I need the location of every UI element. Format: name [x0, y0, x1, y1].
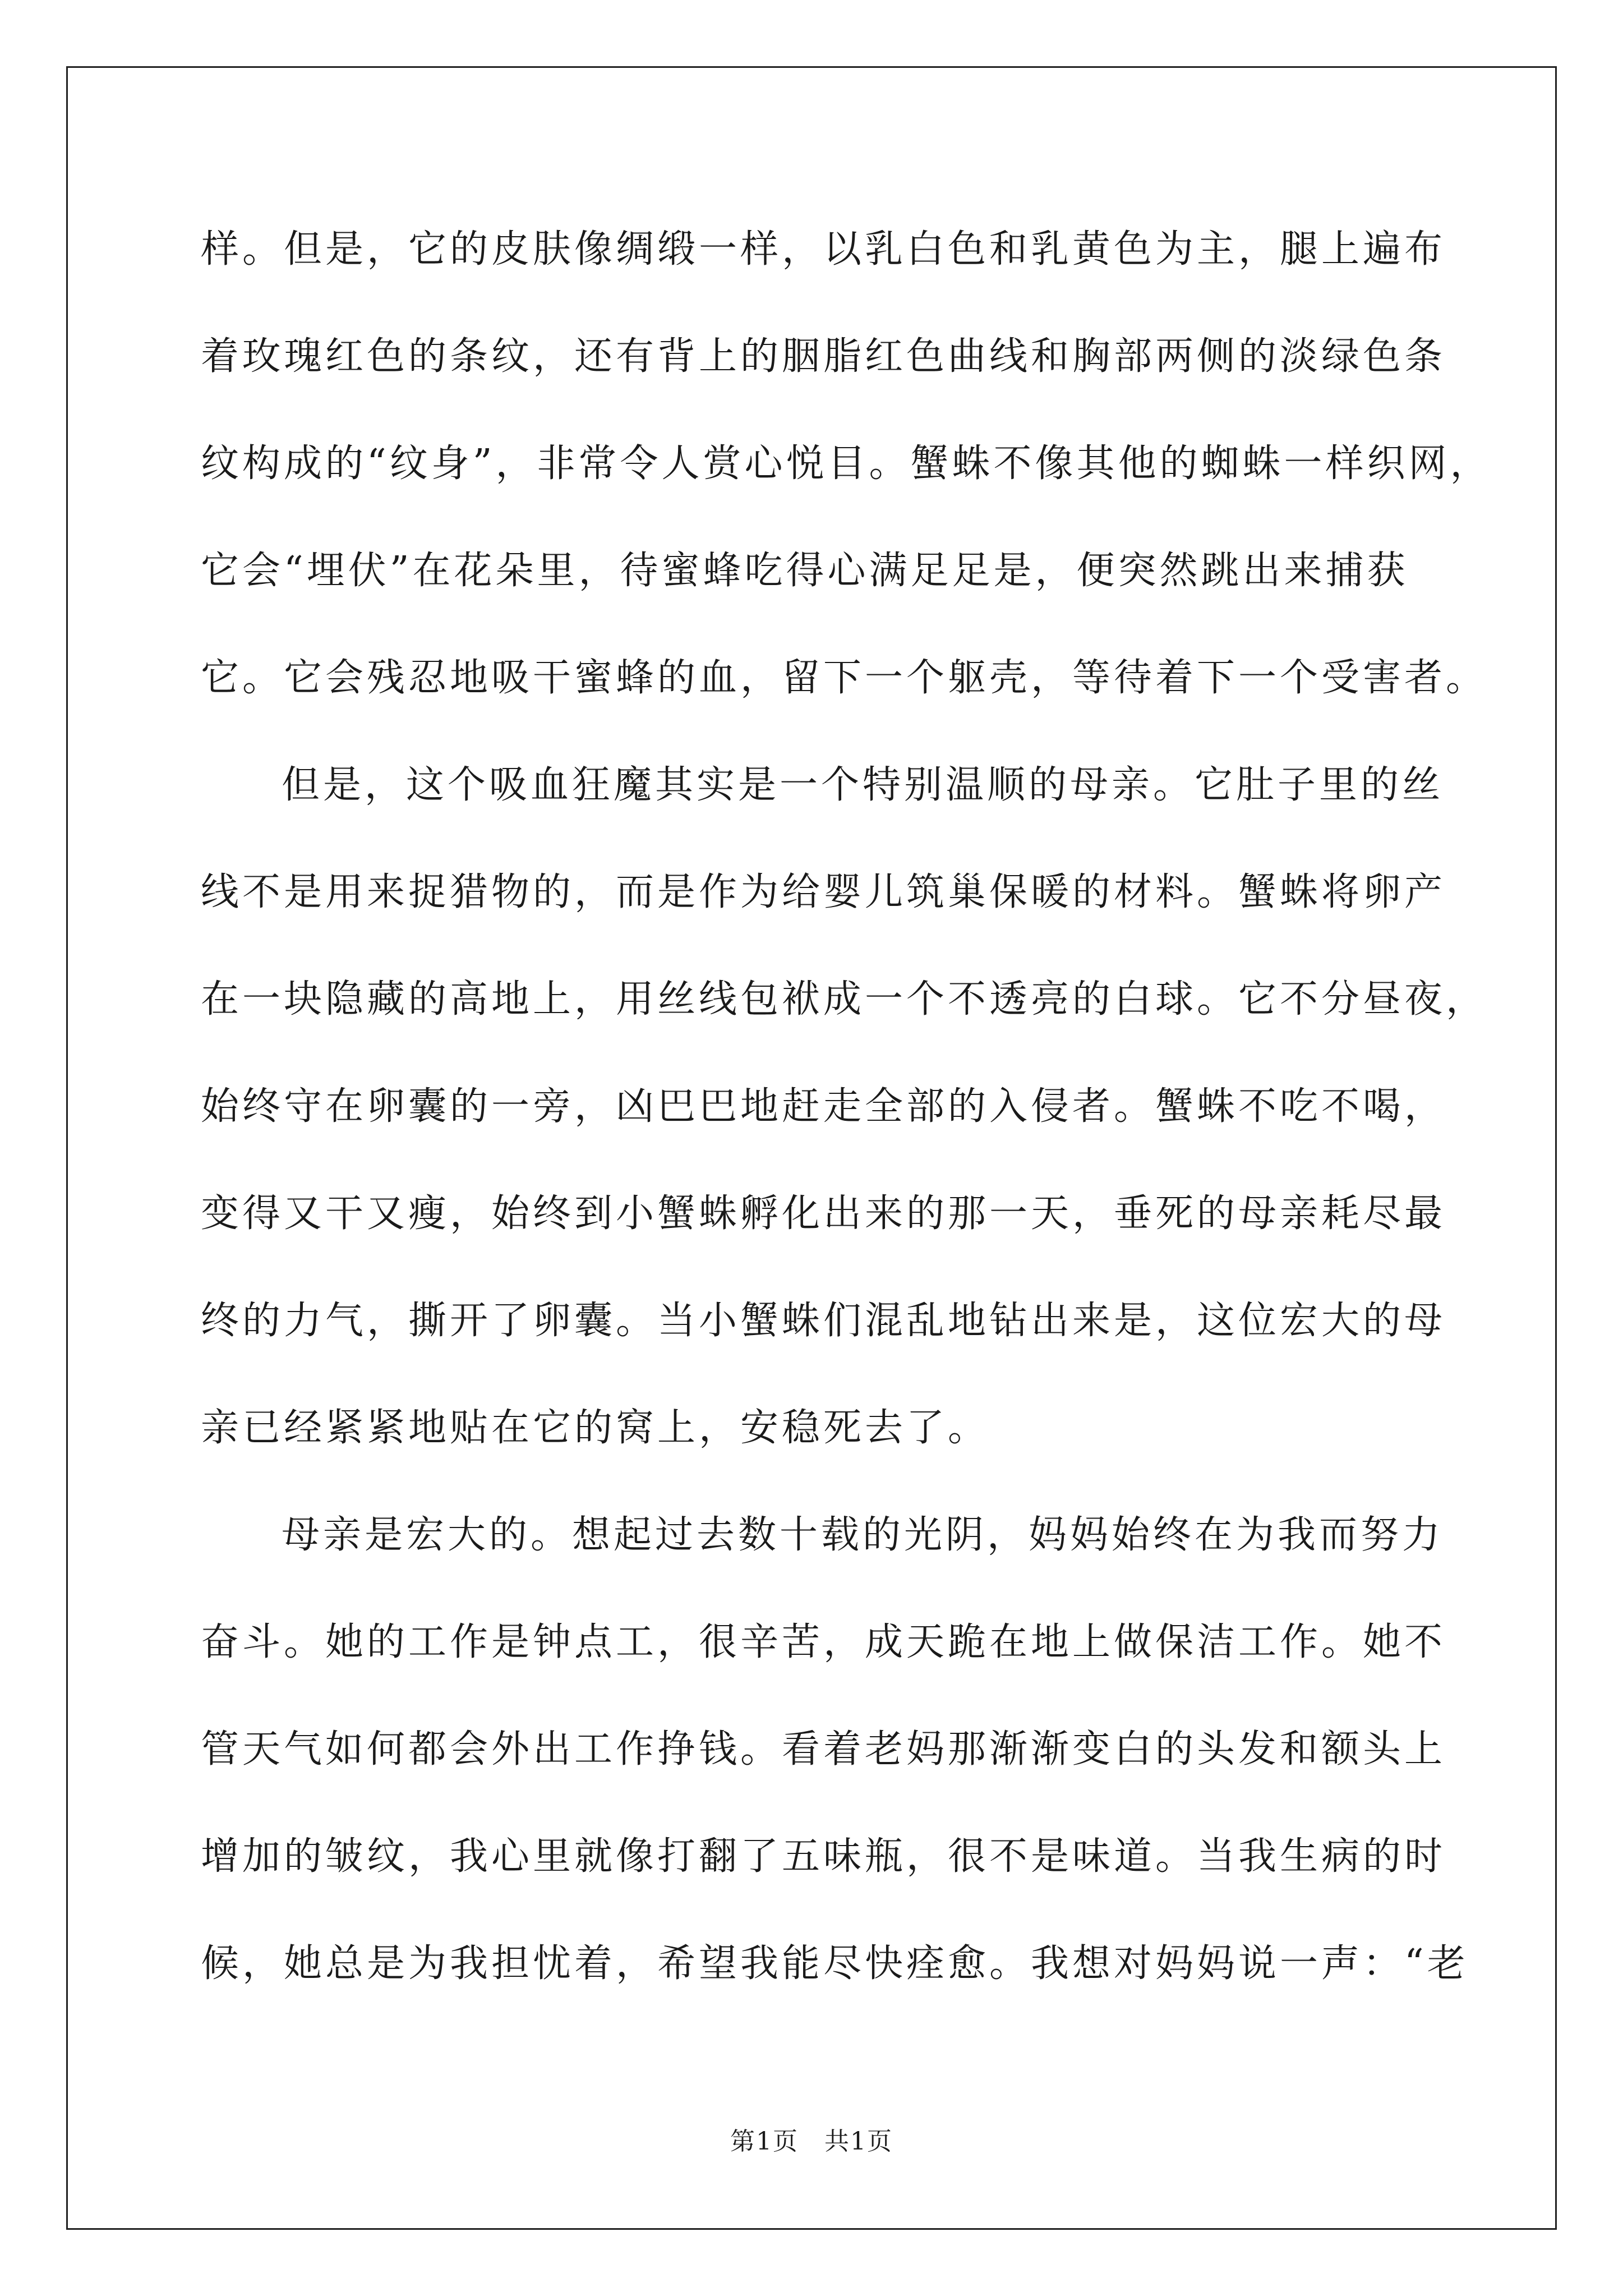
paragraph-first-line: 但是，这个吸血狂魔其实是一个特别温顺的母亲。它肚子里的丝 — [282, 763, 1444, 807]
text-line: 线不是用来捉猎物的，而是作为给婴儿筑巢保暖的材料。蟹蛛将卵产 — [201, 870, 1446, 914]
text-line: 样。但是，它的皮肤像绸缎一样，以乳白色和乳黄色为主，腿上遍布 — [201, 227, 1446, 272]
page-number-label: 第1页 共1页 — [730, 2127, 893, 2156]
text-line: 变得又干又瘦，始终到小蟹蛛孵化出来的那一天，垂死的母亲耗尽最 — [201, 1191, 1446, 1236]
text-line: 在一块隐藏的高地上，用丝线包袱成一个不透亮的白球。它不分昼夜， — [201, 977, 1488, 1022]
text-line: 终的力气，撕开了卵囊。当小蟹蛛们混乱地钻出来是，这位宏大的母 — [201, 1299, 1446, 1343]
text-line: 始终守在卵囊的一旁，凶巴巴地赶走全部的入侵者。蟹蛛不吃不喝， — [201, 1084, 1446, 1129]
text-line: 它会“埋伏”在花朵里，待蜜蜂吃得心满足足是，便突然跳出来捕获 — [201, 549, 1409, 593]
text-line: 管天气如何都会外出工作挣钱。看着老妈那渐渐变白的头发和额头上 — [201, 1727, 1446, 1772]
text-line: 亲已经紧紧地贴在它的窝上，安稳死去了。 — [201, 1406, 990, 1450]
text-line: 着玫瑰红色的条纹，还有背上的胭脂红色曲线和胸部两侧的淡绿色条 — [201, 334, 1446, 379]
page-footer — [0, 2125, 1623, 2159]
text-line: 它。它会残忍地吸干蜜蜂的血，留下一个躯壳，等待着下一个受害者。 — [201, 656, 1488, 700]
paragraph-first-line: 母亲是宏大的。想起过去数十载的光阴，妈妈始终在为我而努力 — [282, 1513, 1444, 1557]
text-line: 奋斗。她的工作是钟点工，很辛苦，成天跪在地上做保洁工作。她不 — [201, 1620, 1446, 1664]
text-line: 候，她总是为我担忧着，希望我能尽快痊愈。我想对妈妈说一声：“老 — [201, 1941, 1469, 1986]
document-body — [201, 219, 1492, 2040]
text-line: 纹构成的“纹身”，非常令人赏心悦目。蟹蛛不像其他的蜘蛛一样织网， — [201, 441, 1492, 486]
text-line: 增加的皱纹，我心里就像打翻了五味瓶，很不是味道。当我生病的时 — [201, 1834, 1446, 1879]
